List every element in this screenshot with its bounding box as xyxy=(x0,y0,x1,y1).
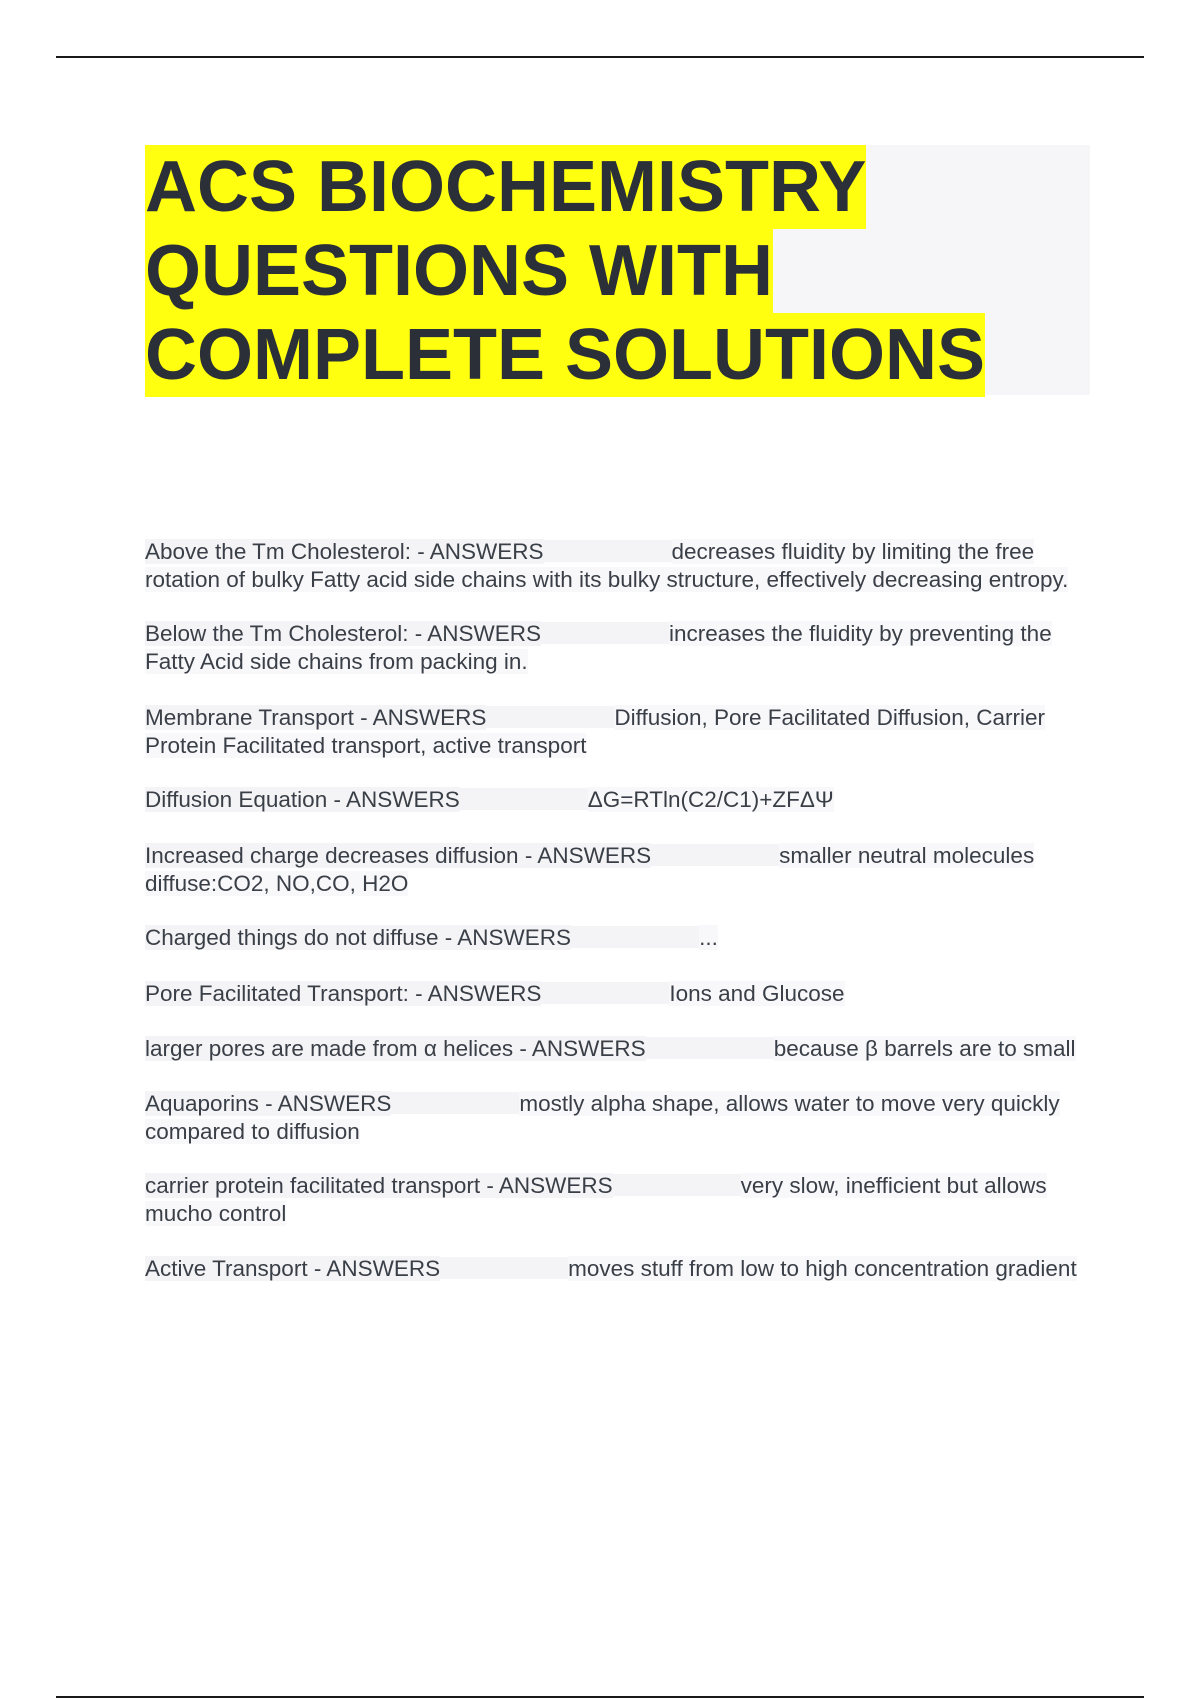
question-text: Diffusion Equation - ANSWERS xyxy=(145,787,460,812)
title-line-3: COMPLETE SOLUTIONS xyxy=(145,315,986,395)
qa-item xyxy=(145,1090,1085,1146)
question-text: Charged things do not diffuse - ANSWERS xyxy=(145,925,572,950)
qa-item xyxy=(145,1172,1085,1228)
qa-list xyxy=(145,538,1085,1283)
answer-text: mostly alpha shape, allows water to move very quickly compared to diffusion xyxy=(145,1091,1060,1144)
answer-text: decreases fluidity by limiting the free rotation of bulky Fatty acid side chains with its bulky structure, effectively decreasing entropy. xyxy=(145,539,1069,592)
title-line-1: ACS BIOCHEMISTRY xyxy=(145,147,867,227)
qa-item xyxy=(145,620,1085,676)
question-text: Above the Tm Cholesterol: - ANSWERS xyxy=(145,539,544,564)
bottom-rule xyxy=(56,1696,1144,1698)
title-line-2: QUESTIONS WITH xyxy=(145,231,773,311)
qa-item xyxy=(145,538,1085,594)
question-text: Increased charge decreases diffusion - ANSWERS xyxy=(145,843,652,868)
answer-text: Ions and Glucose xyxy=(669,981,845,1006)
qa-item xyxy=(145,1255,1085,1283)
answer-text: because β barrels are to small xyxy=(773,1036,1076,1061)
document-title xyxy=(145,145,1090,395)
question-text: Below the Tm Cholesterol: - ANSWERS xyxy=(145,621,541,646)
question-text: Aquaporins - ANSWERS xyxy=(145,1091,392,1116)
qa-item xyxy=(145,786,1085,814)
answer-text: ... xyxy=(699,925,718,950)
question-text: larger pores are made from α helices - ANSWERS xyxy=(145,1036,646,1061)
question-text: carrier protein facilitated transport - ANSWERS xyxy=(145,1173,613,1198)
qa-item xyxy=(145,1035,1085,1063)
answer-text: ΔG=RTln(C2/C1)+ZFΔΨ xyxy=(587,787,834,812)
answer-text: smaller neutral molecules diffuse:CO2, NO,CO, H2O xyxy=(145,843,1035,896)
qa-item xyxy=(145,704,1085,760)
answer-text: very slow, inefficient but allows mucho control xyxy=(145,1173,1047,1226)
answer-text: moves stuff from low to high concentration gradient xyxy=(568,1256,1077,1281)
answer-text: increases the fluidity by preventing the Fatty Acid side chains from packing in. xyxy=(145,621,1052,674)
answer-text: Diffusion, Pore Facilitated Diffusion, Carrier Protein Facilitated transport, active transport xyxy=(145,705,1045,758)
question-text: Membrane Transport - ANSWERS xyxy=(145,705,487,730)
question-text: Pore Facilitated Transport: - ANSWERS xyxy=(145,981,542,1006)
qa-item xyxy=(145,980,1085,1008)
top-rule xyxy=(56,56,1144,58)
qa-item xyxy=(145,924,1085,952)
qa-item xyxy=(145,842,1085,898)
question-text: Active Transport - ANSWERS xyxy=(145,1256,441,1281)
